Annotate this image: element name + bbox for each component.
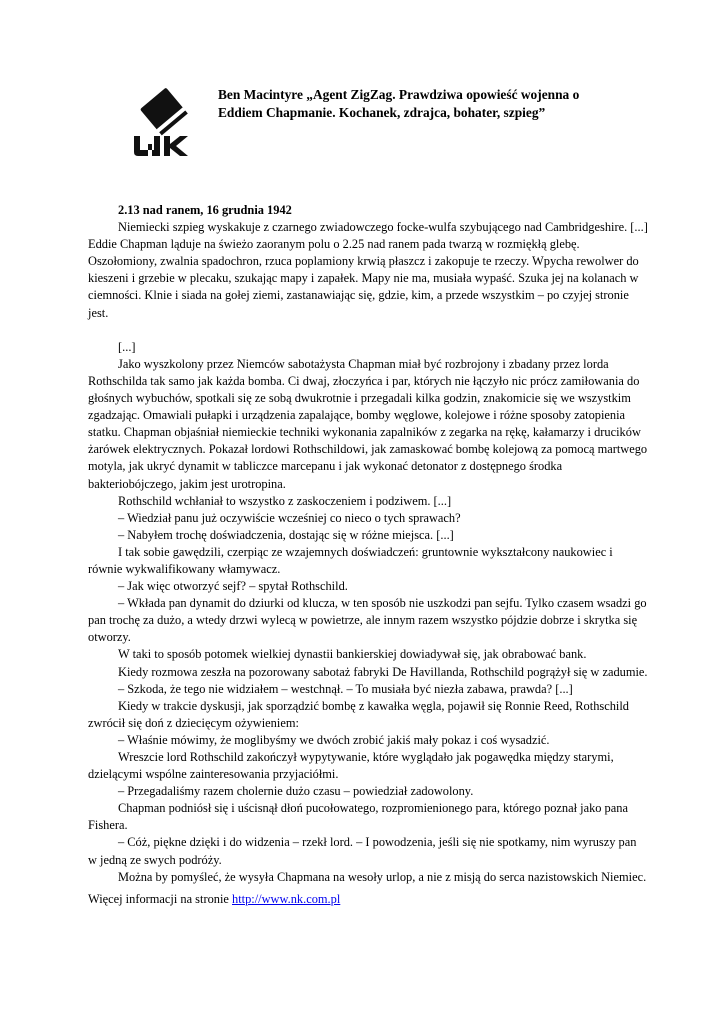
excerpt-paragraph: Wreszcie lord Rothschild zakończył wypytywanie, które wyglądało jak pogawędka między starymi, dzielącymi wspólne zainteresowania przyjaciółmi. (88, 750, 614, 782)
excerpt-ellipsis: [...] (118, 339, 136, 354)
excerpt-dialogue: – Właśnie mówimy, że moglibyśmy we dwóch zrobić jakiś mały pokaz i coś wysadzić. (118, 732, 550, 747)
excerpt-paragraph: Niemiecki szpieg wyskakuje z czarnego zwiadowczego focke-wulfa szybującego nad Cambridgeshire. [...] Eddie Chapman ląduje na świeżo zaoranym polu o 2.25 nad ranem pada twarzą w rozmiękłą glebę. Oszołomiony, zwalnia spadochron, rzuca poplamiony krwią płaszcz i zakopuje te rzeczy. Wpycha rewolwer do kieszeni i grzebie w plecaku, szukając mapy i zapałek. Mapy nie ma, musiała wypaść. Szuka jej na kolanach w ciemności. Klnie i siada na gołej ziemi, zastanawiając się, gdzie, kim, a przede wszystkim – po czyjej stronie jest. (88, 220, 648, 320)
excerpt-dialogue: – Nabyłem trochę doświadczenia, dostając się w różne miejsca. [...] (118, 527, 454, 542)
excerpt-paragraph: Chapman podniósł się i uścisnął dłoń pucołowatego, rozpromienionego para, którego poznał jako pana Fishera. (88, 801, 628, 833)
excerpt-paragraph: Rothschild wchłaniał to wszystko z zaskoczeniem i podziwem. [...] (118, 493, 452, 508)
excerpt-dialogue: – Wiedział panu już oczywiście wcześniej co nieco o tych sprawach? (118, 510, 461, 525)
wnk-logo-icon (120, 80, 208, 166)
publisher-website-link[interactable]: http://www.nk.com.pl (232, 892, 341, 906)
excerpt-body (88, 202, 648, 886)
excerpt-paragraph: Jako wyszkolony przez Niemców sabotażysta Chapman miał być rozbrojony i zbadany przez lorda Rothschilda tak samo jak każda bomba. Ci dwaj, złoczyńca i par, których nie łączyło nic prócz zamiłowania do głośnych wybuchów, spotkali się ze sobą dwukrotnie i przegadali kilka godzin, znakomicie się we wszystkim zgadzając. Omawiali pułapki i urządzenia zapalające, bomby węglowe, kolejowe i różne sposoby zatopienia statku. Chapman objaśniał niemieckie techniki wykonania zapalników z zegarka na rękę, kałamarzy i drucików żarówek elektrycznych. Pokazał lordowi Rothschildowi, jak zamaskować bombę kolejową za pomocą martwego motyla, jak ukryć dynamit w tabliczce marcepanu i jak wykonać detonator z dostępnego środka bakteriobójczego, jakim jest urotropina. (88, 356, 648, 491)
excerpt-paragraph: Kiedy rozmowa zeszła na pozorowany sabotaż fabryki De Havillanda, Rothschild pogrążył się w zadumie. (118, 664, 648, 679)
publisher-logo (120, 80, 208, 166)
excerpt-paragraph: Kiedy w trakcie dyskusji, jak sporządzić bombę z kawałka węgla, pojawił się Ronnie Reed, Rothschild zwrócił się doń z dziecięcym ożywieniem: (88, 698, 629, 730)
excerpt-dialogue: – Jak więc otworzyć sejf? – spytał Rothschild. (118, 579, 348, 594)
excerpt-date-heading: 2.13 nad ranem, 16 grudnia 1942 (118, 203, 292, 217)
excerpt-dialogue: – Cóż, piękne dzięki i do widzenia – rzekł lord. – I powodzenia, jeśli się nie spotkamy, nim wyruszy pan w jedną ze swych podróży. (88, 835, 637, 867)
excerpt-dialogue: – Przegadaliśmy razem cholernie dużo czasu – powiedział zadowolony. (118, 784, 474, 799)
excerpt-paragraph: I tak sobie gawędzili, czerpiąc ze wzajemnych doświadczeń: gruntownie wykształcony naukowiec i równie wykwalifikowany włamywacz. (88, 544, 613, 576)
footer-more-info (88, 891, 648, 908)
footer-text: Więcej informacji na stronie (88, 892, 232, 906)
excerpt-paragraph: W taki to sposób potomek wielkiej dynastii bankierskiej dowiadywał się, jak obrabować bank. (118, 647, 587, 662)
excerpt-dialogue: – Wkłada pan dynamit do dziurki od klucza, w ten sposób nie uszkodzi pan sejfu. Tylko czasem wsadzi go pan trochę za dużo, a wtedy drzwi wylecą w powietrze, ale innym razem wszystko pójdzie dobrze i skrytka się otworzy. (88, 596, 647, 645)
excerpt-dialogue: – Szkoda, że tego nie widziałem – westchnął. – To musiała być niezła zabawa, prawda? [...] (118, 681, 573, 696)
excerpt-paragraph: Można by pomyśleć, że wysyła Chapmana na wesoły urlop, a nie z misją do serca nazistowskich Niemiec. (118, 869, 647, 884)
book-title-header (218, 86, 658, 122)
book-title-line-2: Eddiem Chapmanie. Kochanek, zdrajca, bohater, szpieg” (218, 105, 546, 120)
book-title-line-1: Ben Macintyre „Agent ZigZag. Prawdziwa opowieść wojenna o (218, 87, 580, 102)
